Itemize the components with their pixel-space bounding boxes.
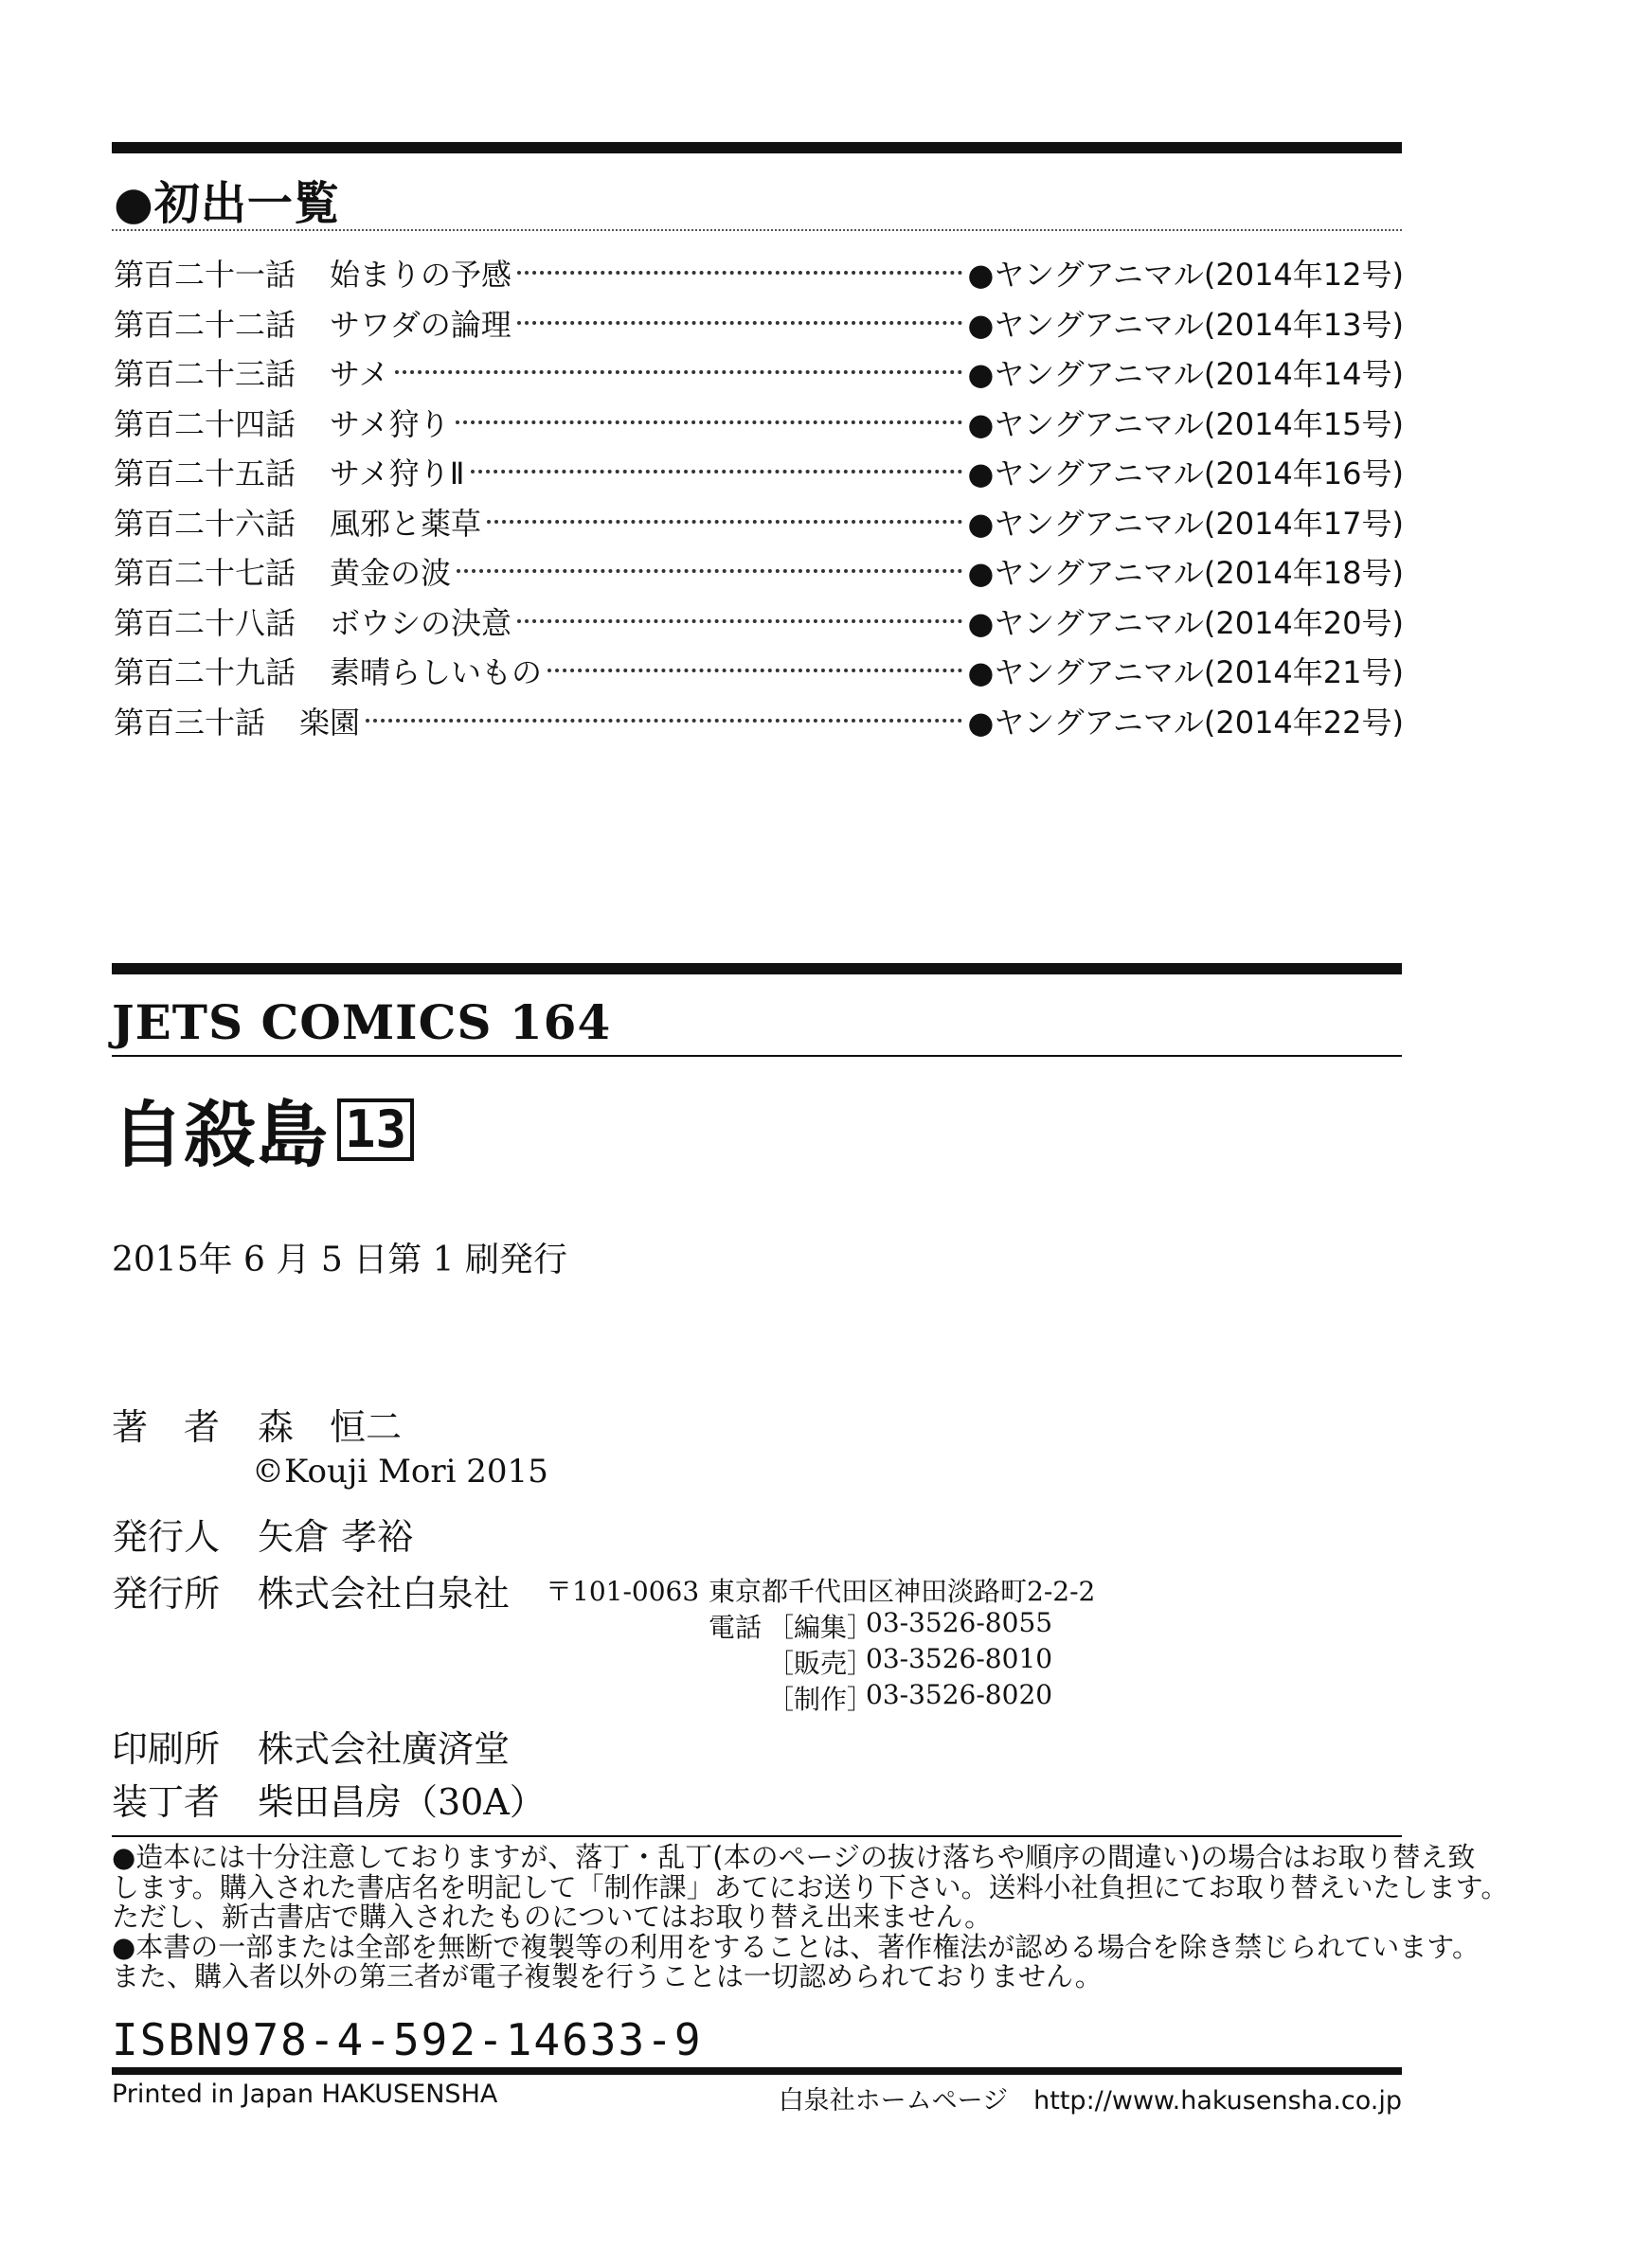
toc-row bbox=[114, 646, 1404, 696]
toc-title: 始まりの予感 bbox=[330, 257, 512, 294]
section-underline bbox=[112, 229, 1402, 231]
postal-code: 〒101-0063 bbox=[546, 1576, 700, 1607]
colophon-rule bbox=[112, 963, 1402, 974]
toc-row bbox=[114, 248, 1404, 298]
phone-dept-production: ［制作］ bbox=[767, 1684, 874, 1715]
printer-label: 印刷所 bbox=[112, 1728, 221, 1770]
toc-source: ●ヤングアニマル(2014年18号) bbox=[967, 555, 1404, 592]
isbn: ISBN978-4-592-14633-9 bbox=[112, 2014, 703, 2065]
author-name: 森 恒二 bbox=[258, 1406, 403, 1448]
book-title-block bbox=[112, 1078, 414, 1181]
toc-leader-dots bbox=[471, 470, 962, 473]
section-title: ●初出一覧 bbox=[114, 177, 340, 230]
toc-leader-dots bbox=[456, 420, 962, 424]
author-label: 著 者 bbox=[112, 1406, 221, 1448]
phone-dept-sales: ［販売］ bbox=[767, 1648, 874, 1679]
notice-line: ●本書の一部または全部を無断で複製等の利用をすることは、著作権法が認める場合を除き禁じられています。 bbox=[112, 1930, 1480, 1963]
toc-leader-dots bbox=[395, 370, 962, 374]
toc-chapter: 第百二十一話 bbox=[114, 257, 296, 294]
toc-row bbox=[114, 398, 1404, 448]
toc-chapter: 第百三十話 bbox=[114, 704, 266, 741]
copyright: ©Kouji Mori 2015 bbox=[252, 1453, 548, 1491]
printed-in: Printed in Japan HAKUSENSHA bbox=[112, 2080, 498, 2109]
toc-source: ●ヤングアニマル(2014年22号) bbox=[967, 704, 1404, 741]
top-rule bbox=[112, 142, 1402, 153]
notice-block bbox=[112, 1841, 1509, 1992]
toc-chapter: 第百二十七話 bbox=[114, 555, 296, 592]
designer-label: 装丁者 bbox=[112, 1781, 221, 1823]
phone-number-edit: 03-3526-8055 bbox=[866, 1607, 1053, 1638]
footer-rule bbox=[112, 2067, 1402, 2075]
toc-source: ●ヤングアニマル(2014年15号) bbox=[967, 405, 1404, 442]
phone-dept-edit: ［編集］ bbox=[767, 1612, 874, 1643]
toc-chapter: 第百二十二話 bbox=[114, 306, 296, 343]
toc-row bbox=[114, 447, 1404, 497]
toc-title: 素晴らしいもの bbox=[330, 654, 543, 691]
toc-leader-dots bbox=[517, 321, 962, 325]
publisher-person-label: 発行人 bbox=[112, 1516, 221, 1558]
toc-leader-dots bbox=[366, 719, 961, 723]
toc-title: サワダの論理 bbox=[330, 306, 511, 343]
toc-chapter: 第百二十五話 bbox=[114, 455, 296, 492]
toc-title: 黄金の波 bbox=[330, 555, 452, 592]
toc-title: 風邪と薬草 bbox=[330, 505, 482, 542]
phone-label: 電話 bbox=[709, 1612, 763, 1643]
toc-chapter: 第百二十三話 bbox=[114, 356, 296, 393]
series-rule bbox=[112, 1055, 1402, 1057]
book-title: 自殺島 bbox=[112, 1093, 328, 1177]
toc-chapter: 第百二十九話 bbox=[114, 654, 296, 691]
publication-date: 2015年 6 月 5 日第 1 刷発行 bbox=[112, 1241, 567, 1279]
notice-line: ●造本には十分注意しておりますが、落丁・乱丁(本のページの抜け落ちや順序の間違い)の場合はお取り替え致 bbox=[112, 1841, 1476, 1873]
printer-name: 株式会社廣済堂 bbox=[258, 1728, 511, 1770]
notice-line: また、購入者以外の第三者が電子複製を行うことは一切認められておりません。 bbox=[112, 1960, 1103, 1992]
toc-leader-dots bbox=[487, 520, 961, 524]
toc-row bbox=[114, 546, 1404, 597]
phone-number-sales: 03-3526-8010 bbox=[866, 1643, 1053, 1674]
toc-row bbox=[114, 298, 1404, 348]
toc-chapter: 第百二十八話 bbox=[114, 604, 296, 641]
phone-number-production: 03-3526-8020 bbox=[866, 1679, 1053, 1710]
notice-line: します。購入された書店名を明記して「制作課」あてにお送り下さい。送料小社負担にてお取り替えいたします。 bbox=[112, 1870, 1509, 1903]
toc-title: サメ狩りⅡ bbox=[330, 455, 465, 492]
toc-leader-dots bbox=[517, 271, 961, 275]
toc-source: ●ヤングアニマル(2014年17号) bbox=[967, 505, 1404, 542]
toc-row bbox=[114, 348, 1404, 398]
toc-row bbox=[114, 696, 1404, 746]
toc-leader-dots bbox=[517, 619, 961, 623]
toc-leader-dots bbox=[457, 569, 961, 573]
toc-title: ボウシの決意 bbox=[330, 604, 512, 641]
series-name: JETS COMICS 164 bbox=[112, 994, 612, 1050]
publisher-person: 矢倉 孝裕 bbox=[258, 1516, 414, 1558]
toc-title: サメ狩り bbox=[330, 405, 450, 442]
toc-row bbox=[114, 597, 1404, 647]
toc-title: 楽園 bbox=[299, 704, 361, 741]
toc-source: ●ヤングアニマル(2014年13号) bbox=[967, 306, 1404, 343]
toc-source: ●ヤングアニマル(2014年16号) bbox=[967, 455, 1404, 492]
toc-source: ●ヤングアニマル(2014年14号) bbox=[967, 356, 1404, 393]
address: 東京都千代田区神田淡路町2-2-2 bbox=[709, 1576, 1096, 1607]
toc-source: ●ヤングアニマル(2014年20号) bbox=[967, 604, 1404, 641]
volume-number: 13 bbox=[337, 1098, 414, 1161]
notice-line: ただし、新古書店で購入されたものについてはお取り替え出来ません。 bbox=[112, 1901, 993, 1933]
toc-source: ●ヤングアニマル(2014年21号) bbox=[967, 654, 1404, 691]
publisher-homepage[interactable]: 白泉社ホームページ http://www.hakusensha.co.jp bbox=[778, 2086, 1402, 2116]
publisher-name: 株式会社白泉社 bbox=[258, 1573, 511, 1615]
notice-rule bbox=[112, 1835, 1402, 1837]
toc-chapter: 第百二十六話 bbox=[114, 505, 296, 542]
toc-row bbox=[114, 497, 1404, 547]
toc-title: サメ bbox=[330, 356, 389, 393]
designer-name: 柴田昌房（30A） bbox=[258, 1781, 546, 1823]
toc-chapter: 第百二十四話 bbox=[114, 405, 296, 442]
toc-source: ●ヤングアニマル(2014年12号) bbox=[967, 257, 1404, 294]
publisher-label: 発行所 bbox=[112, 1573, 221, 1615]
toc-list bbox=[114, 248, 1404, 745]
toc-leader-dots bbox=[547, 669, 961, 672]
